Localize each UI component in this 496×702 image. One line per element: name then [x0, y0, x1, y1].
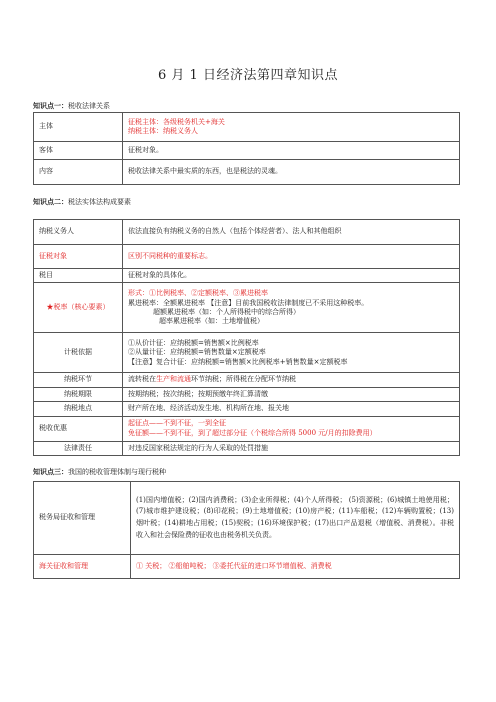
row-content: 按期纳税；按次纳税；按期预缴年终汇算清缴 [123, 387, 460, 401]
section-1-heading [33, 101, 110, 111]
line: 起征点——不到不征，一到全征 [128, 419, 226, 428]
row-content: 征税对象的具体化。 [123, 269, 460, 283]
text-highlight: 生产和流通 [156, 375, 191, 384]
table-row [34, 441, 460, 455]
section-3-key: 知识点三： [33, 467, 68, 476]
row-label: 税务局征收和管理 [34, 482, 131, 555]
table-tax-administration [33, 481, 460, 579]
table-row [34, 245, 460, 269]
text-c: 环节纳税；所得税在分配环节纳税 [191, 375, 296, 384]
table-row [34, 416, 460, 441]
section-1-key: 知识点一： [33, 101, 68, 110]
row-content: 征税对象。 [123, 142, 460, 160]
row-content: 财产所在地、经济活动发生地、机构所在地、报关地 [123, 402, 460, 416]
row-content: 依法直接负有纳税义务的自然人（包括个体经营者）、法人和其他组织 [123, 220, 460, 245]
table-row [34, 482, 460, 555]
line: 超额累进税率（如：个人所得税中的综合所得） [153, 307, 300, 316]
row-label: 纳税环节 [34, 373, 123, 387]
row-label: 纳税义务人 [34, 220, 123, 245]
line: 累进税率：全额累进税率 【注意】目前我国税收法律制度已不采用这种税率。 [128, 298, 369, 307]
table-row [34, 402, 460, 416]
section-2-key: 知识点二： [33, 197, 68, 206]
line: 形式：①比例税率、②定额税率、③累进税率 [128, 289, 268, 298]
row-label: 法律责任 [34, 441, 123, 455]
line: 征税主体：各级税务机关+海关 [128, 117, 225, 126]
row-label: 税目 [34, 269, 123, 283]
section-3-heading [33, 467, 166, 477]
row-label: 海关征收和管理 [34, 555, 131, 579]
table-row [34, 387, 460, 401]
row-content [123, 333, 460, 373]
row-content: 对违反国家税法规定的行为人采取的处罚措施 [123, 441, 460, 455]
row-label: 纳税期限 [34, 387, 123, 401]
row-label: 客体 [34, 142, 123, 160]
table-row [34, 283, 460, 333]
line: 超率累进税率（如：土地增值税） [159, 317, 264, 326]
row-label: 征税对象 [34, 245, 123, 269]
table-row [34, 160, 460, 185]
row-label: 纳税地点 [34, 402, 123, 416]
line: ①从价计征：应纳税额=销售额×比例税率 [128, 338, 259, 347]
table-row [34, 269, 460, 283]
row-content: ① 关税； ②船舶吨税； ③委托代征的进口环节增值税、消费税 [131, 555, 460, 579]
table-row [34, 220, 460, 245]
line: 纳税主体：纳税义务人 [128, 127, 198, 135]
row-content [123, 373, 460, 387]
section-3-title: 我国的税收管理体制与现行税种 [68, 468, 166, 476]
line: ②从量计征：应纳税额=销售数量×定额税率 [128, 348, 266, 357]
table-tax-legal-relation [33, 112, 460, 185]
row-content [123, 113, 460, 142]
page-title: 6 月 1 日经济法第四章知识点 [158, 68, 338, 83]
row-content: (1)国内增值税；(2)国内消费税；(3)企业所得税；(4)个人所得税； (5)资源税；(6)城镇土地使用税；(7)城市维护建设税；(8)印花税；(9)土地增值税；(10)房产税；(11)车船税；(12)车辆购置税；(13)烟叶税；(14)耕地占用税；(15)契税；(16)环境保护税；(17)出口产品退税（增值税、消费税）。非税收入和社会保险费的征收也由税务机关负责。 [131, 482, 460, 555]
section-1-title: 税收法律关系 [68, 102, 110, 110]
section-2-title: 税法实体法构成要素 [68, 198, 131, 206]
row-content: 税收法律关系中最实质的东西，也是税法的灵魂。 [123, 160, 460, 185]
row-content [123, 283, 460, 333]
line: 免征额——不到不征，到了超过部分征（个税综合所得 5000 元/月的扣除费用） [128, 428, 377, 437]
row-content [123, 416, 460, 441]
table-row [34, 333, 460, 373]
table-row [34, 373, 460, 387]
row-label: 内容 [34, 160, 123, 185]
table-row [34, 142, 460, 160]
table-row [34, 555, 460, 579]
row-label: 税收优惠 [34, 416, 123, 441]
table-tax-elements [33, 219, 460, 456]
row-label: ★税率（核心要素） [34, 283, 123, 333]
table-row [34, 113, 460, 142]
row-content: 区别不同税种的重要标志。 [123, 245, 460, 269]
row-label: 计税依据 [34, 333, 123, 373]
line: 【注意】复合计征：应纳税额=销售额×比例税率+销售数量×定额税率 [128, 357, 348, 366]
section-2-heading [33, 197, 131, 207]
row-label: 主体 [34, 113, 123, 142]
text-a: 流转税在 [128, 375, 156, 384]
